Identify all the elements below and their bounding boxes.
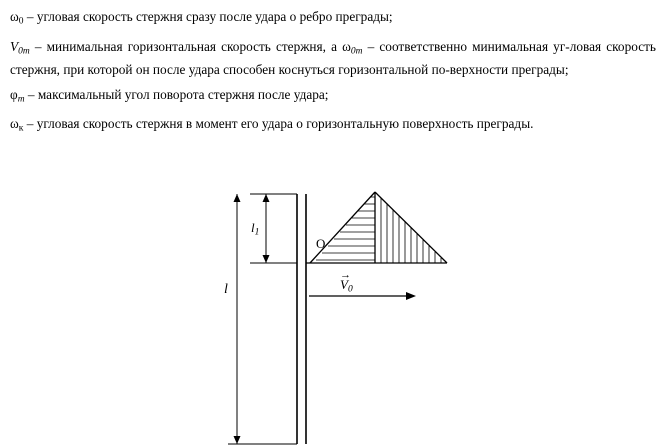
- dimension-l-arrow-top: [234, 194, 241, 202]
- label-l1-text: l: [251, 220, 255, 235]
- label-velocity-symbol: [340, 269, 353, 295]
- label-point-o: O: [316, 236, 326, 251]
- definition-v0m: [10, 38, 656, 80]
- label-l1-subscript: 1: [254, 227, 260, 238]
- label-l: l: [224, 282, 228, 297]
- obstacle-hatching-right: [381, 198, 441, 263]
- vector-overbar-arrow: →: [340, 269, 351, 281]
- definition-omegak-text: – угловая скорость стержня в момент его удара о горизонтальную поверхность преграды.: [23, 116, 534, 132]
- definition-omegak: [10, 115, 656, 138]
- velocity-arrow-head: [406, 292, 416, 300]
- definition-omega0: [10, 8, 656, 31]
- label-velocity-letter: V: [340, 277, 348, 292]
- obstacle-incline-left: [310, 192, 375, 263]
- definitions-text-block: [10, 8, 656, 139]
- symbol-omegak: $\omega_к$: [10, 116, 24, 135]
- figure-svg: [0, 178, 666, 446]
- symbol-omega0m: $\omega_{0m}$: [342, 38, 363, 57]
- dimension-l-arrow-bottom: [234, 436, 241, 444]
- dimension-l1-arrow-bottom: [263, 255, 270, 263]
- definition-omega0-text: – угловая скорость стержня сразу после удара о ребро преграды;: [23, 9, 393, 24]
- figure-rod-obstacle-diagram: [0, 178, 666, 446]
- label-velocity-v0: [340, 269, 353, 295]
- definition-phim-text: – максимальный угол поворота стержня после удара;: [24, 86, 329, 102]
- definition-phim: [10, 86, 656, 109]
- symbol-phim: $\varphi_m$: [10, 86, 25, 105]
- label-l1: [251, 220, 259, 238]
- definition-v0m-text-2: – соответственно минимальная уг-ловая скорость стержня, при которой он после удара способен коснуться горизонтальной по-верхности преграды;: [10, 38, 656, 77]
- definition-v0m-text-1: – минимальная горизонтальная скорость стержня, а: [29, 38, 343, 54]
- label-velocity-subscript: 0: [347, 284, 353, 295]
- dimension-l1-arrow-top: [263, 194, 270, 202]
- symbol-v0m: $V_{0m}$: [10, 38, 30, 57]
- symbol-omega0: $\omega_0$: [10, 9, 24, 27]
